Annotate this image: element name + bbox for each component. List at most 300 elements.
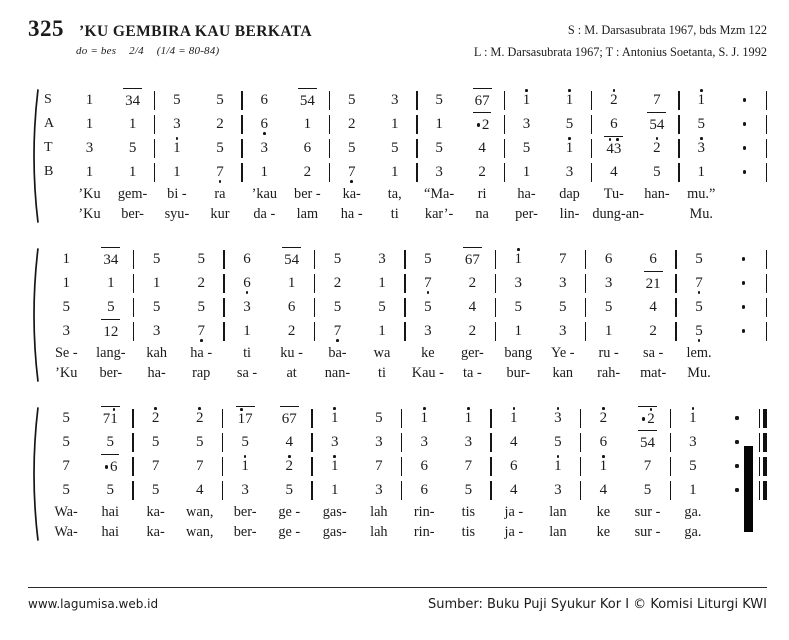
beat-cell xyxy=(178,479,222,502)
lyric-syllable: kar’- xyxy=(424,205,454,222)
note-digit: 3 xyxy=(613,140,622,157)
note xyxy=(693,272,705,295)
note-unit xyxy=(63,296,71,319)
note xyxy=(467,296,479,319)
note-digit: 1 xyxy=(330,481,339,498)
beat-cell xyxy=(446,479,490,502)
note xyxy=(195,248,207,271)
beat-cell xyxy=(592,136,635,161)
note-digit: 5 xyxy=(554,433,562,450)
lyric-syllable: gas- xyxy=(322,503,347,520)
note-unit xyxy=(196,407,204,430)
note-unit xyxy=(644,455,652,478)
lyric-syllable: lan xyxy=(549,503,567,520)
note xyxy=(346,113,358,136)
note-digit: 2 xyxy=(653,139,661,156)
note xyxy=(521,161,533,184)
note xyxy=(389,161,401,184)
beat-cell xyxy=(548,137,591,160)
note-digit: 3 xyxy=(514,274,522,291)
beat-cell xyxy=(492,431,536,454)
beat-cell xyxy=(496,272,541,295)
note-unit xyxy=(514,296,522,319)
beat-cell xyxy=(723,161,766,184)
note-digit: 5 xyxy=(695,322,703,339)
note xyxy=(61,320,73,343)
note-digit: 1 xyxy=(103,323,111,340)
beat-cell xyxy=(418,161,461,184)
lyric-syllable: lin- xyxy=(559,205,580,222)
note xyxy=(373,407,385,430)
beat-cell xyxy=(446,407,490,430)
note-unit xyxy=(331,479,339,502)
note-digit: 6 xyxy=(243,274,251,291)
sustain-dot xyxy=(742,300,745,315)
note-unit xyxy=(698,161,706,184)
note-unit xyxy=(605,272,613,295)
sustain-dot-mark xyxy=(642,417,645,420)
beamed-note-group xyxy=(123,88,142,113)
lyric-syllable: tis xyxy=(461,503,476,520)
beat-cell xyxy=(418,137,461,160)
note-unit xyxy=(375,407,383,430)
note xyxy=(642,455,654,478)
note xyxy=(259,161,271,184)
note xyxy=(127,137,139,160)
beamed-note-group xyxy=(280,406,299,431)
beat-cell xyxy=(450,296,495,319)
beat-cell xyxy=(496,320,541,343)
note-unit xyxy=(173,113,181,136)
beat-cell xyxy=(134,320,179,343)
note-unit xyxy=(421,407,429,430)
note-unit xyxy=(261,89,269,112)
note-digit: 5 xyxy=(522,139,531,156)
note xyxy=(552,407,564,430)
octave-dot-below-slot xyxy=(427,291,430,295)
beat-cell xyxy=(721,272,766,295)
note-digit: 3 xyxy=(103,251,111,268)
lyric-syllable: ge - xyxy=(278,523,301,540)
beat-cell xyxy=(536,407,580,430)
beamed-note-group xyxy=(101,406,120,431)
note xyxy=(171,161,183,184)
note-digit: 2 xyxy=(285,457,294,474)
note xyxy=(422,296,434,319)
note xyxy=(552,431,564,454)
note xyxy=(241,248,253,271)
note xyxy=(419,407,431,430)
note-digit: 7 xyxy=(289,410,297,427)
octave-dot-below-slot xyxy=(350,180,353,184)
beat-cell xyxy=(402,455,446,478)
note-digit: 1 xyxy=(173,139,181,156)
beat-cell xyxy=(243,113,286,136)
beat-cell xyxy=(496,296,541,319)
beat-cell xyxy=(505,113,548,136)
tempo-marking: (1/4 = 80-84) xyxy=(156,45,220,57)
beat-cell xyxy=(446,431,490,454)
note-unit xyxy=(734,431,741,454)
note-digit: 6 xyxy=(420,481,428,498)
beat-cell xyxy=(134,272,179,295)
note-digit: 6 xyxy=(604,250,613,267)
note-unit xyxy=(610,113,618,136)
lyrics-line-2 xyxy=(44,363,767,383)
voice-row-4 xyxy=(44,478,767,502)
beat-cell xyxy=(360,320,405,343)
note xyxy=(105,296,117,319)
credit-composer: S : M. Darsasubrata 1967, bds Mzm 122 xyxy=(567,23,767,37)
note-digit: 3 xyxy=(559,274,567,291)
note-unit xyxy=(196,479,204,502)
note-unit xyxy=(424,296,432,319)
note-digit: 1 xyxy=(522,163,531,180)
note-unit xyxy=(741,89,748,112)
note-digit: 7 xyxy=(347,163,356,180)
lyrics-line-1 xyxy=(44,502,767,522)
voice-label: S xyxy=(44,92,52,107)
note-unit xyxy=(129,113,137,136)
beat-cell xyxy=(88,406,132,431)
lyric-syllable: gem- xyxy=(117,185,148,202)
note-unit xyxy=(600,407,608,430)
note-digit: 1 xyxy=(599,457,608,474)
note-unit xyxy=(478,137,486,160)
lyric-syllable: ru - xyxy=(598,344,619,361)
note-unit xyxy=(472,249,480,272)
note-unit xyxy=(514,320,522,343)
beat-cell xyxy=(625,406,669,431)
note-unit xyxy=(348,89,356,112)
note-unit xyxy=(391,137,399,160)
lyric-syllable: sur - xyxy=(634,503,661,520)
note-digit: 3 xyxy=(554,481,562,498)
beamed-note-group xyxy=(101,454,120,479)
beat-cell xyxy=(44,479,88,502)
note-unit xyxy=(465,407,473,430)
lyric-syllable: tis xyxy=(461,523,476,540)
beat-cell xyxy=(313,479,357,502)
note-digit: 3 xyxy=(375,481,383,498)
beamed-note-group xyxy=(101,319,120,344)
note xyxy=(552,455,564,478)
note-digit: 3 xyxy=(260,139,269,156)
note-unit xyxy=(282,408,290,431)
note xyxy=(739,89,750,112)
key-signature: do = bes xyxy=(76,45,117,57)
note xyxy=(195,296,207,319)
note-unit xyxy=(197,320,205,343)
beat-cell xyxy=(418,89,461,112)
sustain-dot xyxy=(743,117,746,132)
note-digit: 7 xyxy=(464,457,473,474)
beat-cell xyxy=(581,479,625,502)
note xyxy=(739,113,750,136)
notation-system-2 xyxy=(28,247,767,383)
note-unit xyxy=(698,137,706,160)
note-digit: 3 xyxy=(559,322,567,339)
note-unit xyxy=(435,89,443,112)
lyric-syllable: ti xyxy=(390,205,399,222)
note-unit xyxy=(559,296,567,319)
beat-cell xyxy=(313,407,357,430)
note-digit: 5 xyxy=(653,163,661,180)
voice-row-2 xyxy=(44,430,767,454)
lyric-syllable: rin- xyxy=(413,523,435,540)
note xyxy=(214,113,226,136)
note-digit: 3 xyxy=(173,115,181,132)
lyric-syllable: lem. xyxy=(686,344,712,361)
note-unit xyxy=(649,320,657,343)
beat-cell xyxy=(44,272,89,295)
note xyxy=(687,479,699,502)
lyric-syllable: Mu. xyxy=(689,205,713,222)
note-digit: 1 xyxy=(604,322,613,339)
note-unit xyxy=(334,272,342,295)
note xyxy=(467,272,479,295)
lyric-syllable: sa - xyxy=(643,344,664,361)
note-unit xyxy=(740,320,747,343)
note-unit xyxy=(197,296,205,319)
beat-cell xyxy=(315,296,360,319)
beat-cell xyxy=(536,431,580,454)
note-digit: 6 xyxy=(474,92,483,109)
sustain-dot xyxy=(742,252,745,267)
beat-cell xyxy=(677,248,722,271)
note xyxy=(329,407,341,430)
beat-cell xyxy=(461,137,504,160)
lyric-syllable: ta - xyxy=(463,364,482,381)
note xyxy=(651,137,663,160)
beat-cell xyxy=(723,89,766,112)
beat-cell xyxy=(243,89,286,112)
note-digit: 5 xyxy=(62,409,70,426)
note xyxy=(564,89,576,112)
note-digit: 5 xyxy=(639,434,648,451)
lyric-syllable: na xyxy=(475,205,489,222)
note-unit xyxy=(695,296,703,319)
lyric-syllable: ha - xyxy=(340,205,363,222)
note xyxy=(346,137,358,160)
note-unit xyxy=(606,138,614,161)
beat-cell xyxy=(179,272,224,295)
note xyxy=(512,320,524,343)
beat-cell xyxy=(671,431,715,454)
note-unit xyxy=(375,479,383,502)
note-unit xyxy=(514,272,522,295)
note-unit xyxy=(304,137,312,160)
sustain-dot-mark xyxy=(735,488,738,491)
note-digit: 1 xyxy=(110,410,118,427)
sustain-dot xyxy=(105,460,108,475)
note xyxy=(376,320,388,343)
final-barline xyxy=(759,457,767,476)
note xyxy=(419,455,431,478)
note xyxy=(521,113,533,136)
note-unit xyxy=(86,161,94,184)
lyrics-line-2 xyxy=(44,204,767,224)
note xyxy=(195,320,207,343)
note-unit xyxy=(63,272,71,295)
note-unit xyxy=(734,479,741,502)
voice-label: B xyxy=(44,164,54,179)
note xyxy=(463,455,475,478)
note xyxy=(476,161,488,184)
note xyxy=(194,455,206,478)
lyric-syllable: bur- xyxy=(506,364,530,381)
lyric-syllable: Mu. xyxy=(687,364,711,381)
beat-cell xyxy=(111,113,154,136)
lyric-syllable: ba- xyxy=(328,344,347,361)
beat-cell xyxy=(592,161,635,184)
footer-source: Sumber: Buku Puji Syukur Kor I © Komisi Liturgi KWI xyxy=(427,597,767,612)
octave-dot-below xyxy=(246,291,249,294)
beat-cell xyxy=(671,407,715,430)
note xyxy=(150,407,162,430)
note-digit: 1 xyxy=(330,409,339,426)
beat-cell xyxy=(134,455,178,478)
beat-cell xyxy=(357,479,401,502)
beat-cell xyxy=(315,248,360,271)
note xyxy=(512,296,524,319)
note xyxy=(284,479,296,502)
beat-cell xyxy=(450,272,495,295)
note-digit: 1 xyxy=(565,91,574,108)
note-digit: 1 xyxy=(128,115,137,132)
lyric-syllable: Kau - xyxy=(411,364,444,381)
note-digit: 7 xyxy=(333,322,342,339)
beat-cell xyxy=(223,406,267,431)
note-digit: 5 xyxy=(62,433,70,450)
note-unit xyxy=(559,272,567,295)
note-digit: 1 xyxy=(62,250,71,267)
note xyxy=(463,407,475,430)
beat-cell xyxy=(592,89,635,112)
note-unit xyxy=(600,431,608,454)
note xyxy=(389,89,401,112)
note-unit xyxy=(375,455,383,478)
note-digit: 1 xyxy=(260,163,269,180)
sustain-dot-mark xyxy=(735,440,738,443)
note-digit: 5 xyxy=(333,298,342,315)
beat-cell xyxy=(267,479,311,502)
octave-dot-below xyxy=(698,291,701,294)
note-unit xyxy=(469,296,477,319)
note-digit: 7 xyxy=(482,92,490,109)
beat-cell xyxy=(541,272,586,295)
beat-cell xyxy=(505,137,548,160)
note-digit: 1 xyxy=(243,322,251,339)
beat-cell xyxy=(625,479,669,502)
beat-cell xyxy=(635,161,678,184)
note-unit xyxy=(391,161,399,184)
beat-cell xyxy=(450,247,495,272)
octave-dot-below xyxy=(350,180,353,183)
note-unit xyxy=(647,408,655,431)
note xyxy=(329,455,341,478)
note-unit xyxy=(424,272,432,295)
lyric-syllable: per- xyxy=(515,205,538,222)
note-unit xyxy=(465,431,473,454)
lyric-syllable: ka- xyxy=(146,523,165,540)
beat-cell xyxy=(225,248,270,271)
lyric-syllable: ra xyxy=(214,185,226,202)
note-digit: 3 xyxy=(152,322,161,339)
note-digit: 2 xyxy=(110,323,119,340)
note-unit xyxy=(241,479,249,502)
sustain-dot xyxy=(735,411,738,426)
beat-cell xyxy=(267,455,311,478)
note-unit xyxy=(348,161,356,184)
note-digit: 5 xyxy=(424,298,432,315)
beamed-note-group xyxy=(463,247,482,272)
lyric-syllable: hai xyxy=(101,523,119,540)
beat-cell xyxy=(631,320,676,343)
note-unit xyxy=(348,113,356,136)
beat-cell xyxy=(461,88,504,113)
lyric-syllable: lan xyxy=(549,523,567,540)
note-digit: 5 xyxy=(106,481,114,498)
note xyxy=(739,137,750,160)
beat-cell xyxy=(44,431,88,454)
lyric-syllable: bi - xyxy=(167,185,187,202)
lyric-syllable: Tu- xyxy=(603,185,624,202)
note-digit: 3 xyxy=(697,139,705,156)
octave-dot-below-slot xyxy=(698,339,701,343)
beamed-note-group xyxy=(604,136,623,161)
beat-cell xyxy=(586,320,631,343)
note-unit xyxy=(640,408,647,431)
octave-dot-below-slot xyxy=(698,291,701,295)
beat-cell xyxy=(178,407,222,430)
note-unit xyxy=(647,432,655,455)
sustain-dot xyxy=(477,118,480,133)
note-digit: 1 xyxy=(107,274,115,291)
beat-cell xyxy=(178,455,222,478)
voice-row-2 xyxy=(44,271,767,295)
lyric-syllable: “Ma- xyxy=(424,185,455,202)
note-unit xyxy=(304,113,312,136)
beat-cell xyxy=(581,455,625,478)
note-unit xyxy=(741,113,748,136)
note-digit: 5 xyxy=(649,116,657,133)
note-unit xyxy=(63,320,71,343)
note-unit xyxy=(173,137,181,160)
note xyxy=(194,431,206,454)
note-digit: 1 xyxy=(565,139,574,156)
beat-cell xyxy=(155,137,198,160)
beat-cell xyxy=(179,296,224,319)
system-brace xyxy=(28,247,40,383)
beat-cell xyxy=(44,407,88,430)
note-digit: 1 xyxy=(689,409,697,426)
beat-cell xyxy=(178,431,222,454)
note-unit xyxy=(86,89,94,112)
note-unit xyxy=(482,90,490,113)
note-digit: 7 xyxy=(195,457,204,474)
note-unit xyxy=(331,407,339,430)
beat-cell xyxy=(357,407,401,430)
note-unit xyxy=(334,248,342,271)
beat-cell xyxy=(721,248,766,271)
note-unit xyxy=(391,89,399,112)
note xyxy=(329,431,341,454)
note-digit: 1 xyxy=(85,115,94,132)
note-unit xyxy=(241,455,249,478)
beat-cell xyxy=(198,161,241,184)
beat-cell xyxy=(548,89,591,112)
